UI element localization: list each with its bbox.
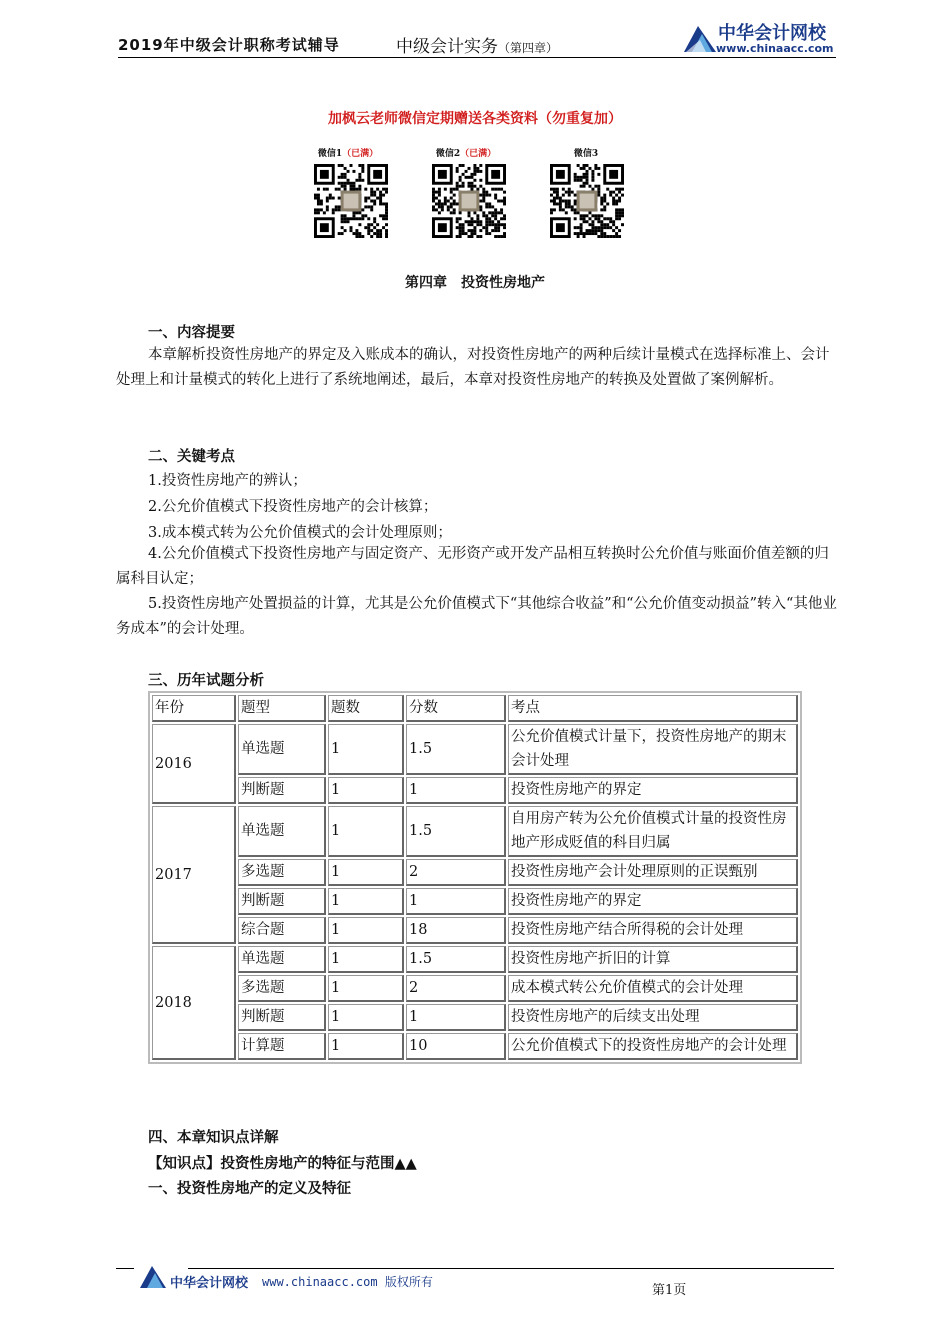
footer-logo-name: 中华会计网校 — [170, 1276, 249, 1291]
footer-logo-icon — [138, 1264, 168, 1290]
count-cell: 1 — [328, 859, 404, 886]
knowledge-point-title: 【知识点】投资性房地产的特征与范围▲▲ — [148, 1156, 417, 1172]
table-header: 题型 — [238, 695, 326, 722]
type-cell: 计算题 — [238, 1033, 326, 1060]
type-cell: 判断题 — [238, 888, 326, 915]
chinaacc-logo — [682, 18, 842, 58]
section-keypoints-heading: 二、关键考点 — [148, 449, 235, 465]
table-header-row — [152, 695, 798, 722]
table-row — [152, 975, 798, 1002]
topic-cell: 公允价值模式计量下，投资性房地产的期末会计处理 — [508, 724, 798, 775]
table-header: 分数 — [406, 695, 506, 722]
table-header: 题数 — [328, 695, 404, 722]
header-subject-name: 中级会计实务 — [396, 37, 498, 57]
score-cell: 18 — [406, 917, 506, 944]
logo-triangle-icon — [682, 24, 718, 54]
score-cell: 2 — [406, 859, 506, 886]
wechat-label-3: 微信3 — [573, 149, 599, 159]
count-cell: 1 — [328, 975, 404, 1002]
count-cell: 1 — [328, 888, 404, 915]
topic-cell: 公允价值模式下的投资性房地产的会计处理 — [508, 1033, 798, 1060]
score-cell: 1.5 — [406, 806, 506, 857]
count-cell: 1 — [328, 1033, 404, 1060]
qr-code-2[interactable] — [432, 164, 506, 238]
qr-code-1[interactable] — [314, 164, 388, 238]
score-cell: 1 — [406, 888, 506, 915]
count-cell: 1 — [328, 806, 404, 857]
knowledge-subheading: 一、投资性房地产的定义及特征 — [148, 1181, 351, 1197]
logo-url: www.chinaacc.com — [716, 42, 834, 55]
qr-code-3[interactable] — [550, 164, 624, 238]
type-cell: 单选题 — [238, 806, 326, 857]
section-summary-text: 本章解析投资性房地产的界定及入账成本的确认，对投资性房地产的两种后续计量模式在选择标准上、会计处理上和计量模式的转化上进行了系统地阐述，最后，本章对投资性房地产的转换及处置做了案例解析。 — [116, 347, 830, 388]
table-row — [152, 806, 798, 857]
table-row — [152, 724, 798, 775]
score-cell: 1.5 — [406, 946, 506, 973]
wechat-label-1: 微信1（已满） — [317, 149, 379, 159]
count-cell: 1 — [328, 724, 404, 775]
type-cell: 多选题 — [238, 975, 326, 1002]
score-cell: 1 — [406, 1004, 506, 1031]
chapter-title: 第四章 投资性房地产 — [405, 275, 545, 291]
topic-cell: 投资性房地产的界定 — [508, 888, 798, 915]
type-cell: 单选题 — [238, 724, 326, 775]
logo-name: 中华会计网校 — [718, 23, 826, 44]
header-chapter: （第四章） — [498, 41, 559, 55]
table-row — [152, 917, 798, 944]
footer-divider-left — [116, 1268, 134, 1269]
topic-cell: 自用房产转为公允价值模式计量的投资性房地产形成贬值的科目归属 — [508, 806, 798, 857]
table-row — [152, 1033, 798, 1060]
type-cell: 单选题 — [238, 946, 326, 973]
type-cell: 综合题 — [238, 917, 326, 944]
count-cell: 1 — [328, 1004, 404, 1031]
score-cell: 1 — [406, 777, 506, 804]
table-row — [152, 1004, 798, 1031]
topic-cell: 投资性房地产的界定 — [508, 777, 798, 804]
year-cell: 2016 — [152, 724, 236, 804]
table-row — [152, 946, 798, 973]
year-cell: 2017 — [152, 806, 236, 944]
type-cell: 判断题 — [238, 777, 326, 804]
promo-banner: 加枫云老师微信定期赠送各类资料（勿重复加） — [328, 111, 622, 127]
table-header: 考点 — [508, 695, 798, 722]
section-exam-analysis-heading: 三、历年试题分析 — [148, 673, 264, 689]
keypoint-item: 3.成本模式转为公允价值模式的会计处理原则； — [148, 525, 452, 541]
topic-cell: 成本模式转公允价值模式的会计处理 — [508, 975, 798, 1002]
section-summary-heading: 一、内容提要 — [148, 325, 235, 341]
exam-analysis-table — [148, 691, 802, 1064]
type-cell: 多选题 — [238, 859, 326, 886]
table-header: 年份 — [152, 695, 236, 722]
topic-cell: 投资性房地产的后续支出处理 — [508, 1004, 798, 1031]
section-knowledge-heading: 四、本章知识点详解 — [148, 1130, 279, 1146]
topic-cell: 投资性房地产折旧的计算 — [508, 946, 798, 973]
page-number: 第1页 — [652, 1283, 687, 1298]
keypoint-item: 2.公允价值模式下投资性房地产的会计核算； — [148, 499, 438, 515]
table-row — [152, 859, 798, 886]
table-row — [152, 777, 798, 804]
keypoint-item: 4.公允价值模式下投资性房地产与固定资产、无形资产或开发产品相互转换时公允价值与账面价值差额的归属科目认定； — [116, 546, 829, 587]
footer-copyright: www.chinaacc.com 版权所有 — [262, 1275, 433, 1289]
header-exam-title: 2019年中级会计职称考试辅导 — [118, 36, 340, 54]
keypoint-item: 5.投资性房地产处置损益的计算，尤其是公允价值模式下“其他综合收益”和“公允价值变动损益”转入“其他业务成本”的会计处理。 — [116, 596, 837, 637]
wechat-label-2: 微信2（已满） — [435, 149, 497, 159]
score-cell: 10 — [406, 1033, 506, 1060]
count-cell: 1 — [328, 946, 404, 973]
footer-divider — [188, 1268, 834, 1269]
topic-cell: 投资性房地产结合所得税的会计处理 — [508, 917, 798, 944]
count-cell: 1 — [328, 777, 404, 804]
year-cell: 2018 — [152, 946, 236, 1060]
score-cell: 1.5 — [406, 724, 506, 775]
keypoint-item: 1.投资性房地产的辨认； — [148, 473, 307, 489]
table-row — [152, 888, 798, 915]
topic-cell: 投资性房地产会计处理原则的正误甄别 — [508, 859, 798, 886]
score-cell: 2 — [406, 975, 506, 1002]
header-divider — [118, 57, 836, 58]
header-subject — [396, 32, 558, 57]
type-cell: 判断题 — [238, 1004, 326, 1031]
count-cell: 1 — [328, 917, 404, 944]
